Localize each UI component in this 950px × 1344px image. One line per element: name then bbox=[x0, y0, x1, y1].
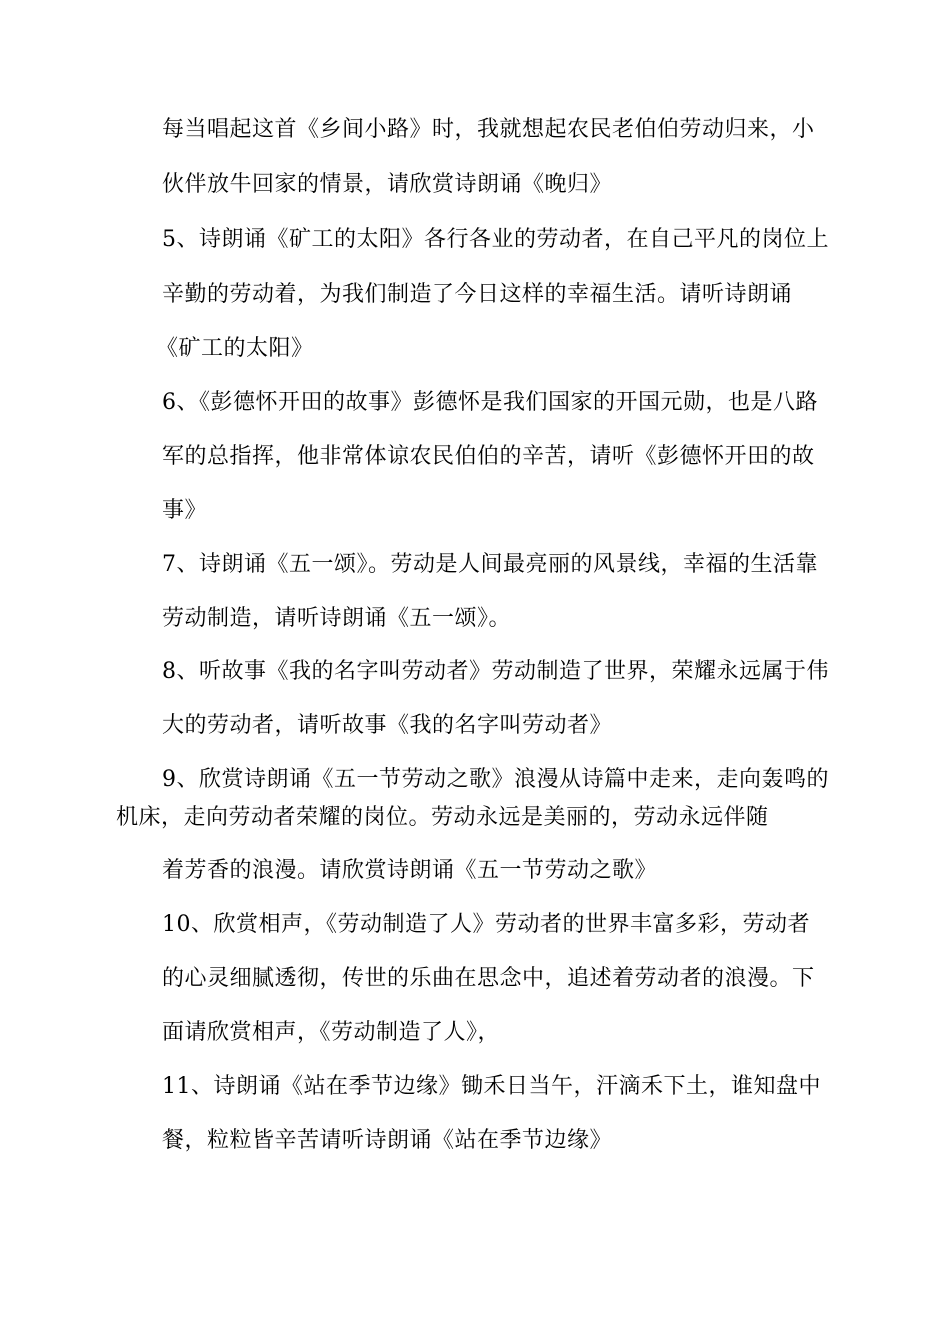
text-line-12: 大的劳动者，请听故事《我的名字叫劳动者》 bbox=[162, 713, 613, 738]
text-line-8: 事》 bbox=[162, 498, 208, 523]
text-line-2: 伙伴放牛回家的情景，请欣赏诗朗诵《晚归》 bbox=[162, 172, 613, 197]
text-line-20: 餐，粒粒皆辛苦请听诗朗诵《站在季节边缘》 bbox=[162, 1128, 613, 1153]
text-line-3: 5、诗朗诵《矿工的太阳》各行各业的劳动者，在自己平凡的岗位上 bbox=[162, 227, 829, 252]
text-line-16: 10、欣赏相声，《劳动制造了人》劳动者的世界丰富多彩，劳动者 bbox=[162, 912, 810, 937]
text-line-18: 面请欣赏相声，《劳动制造了人》， bbox=[162, 1020, 501, 1045]
text-line-15: 着芳香的浪漫。请欣赏诗朗诵《五一节劳动之歌》 bbox=[162, 858, 658, 883]
text-line-9: 7、诗朗诵《五一颂》。劳动是人间最亮丽的风景线，幸福的生活靠 bbox=[162, 552, 818, 577]
text-line-11: 8、听故事《我的名字叫劳动者》劳动制造了世界，荣耀永远属于伟 bbox=[162, 659, 829, 684]
text-line-17: 的心灵细腻透彻，传世的乐曲在思念中，追述着劳动者的浪漫。下 bbox=[162, 966, 815, 991]
text-line-4: 辛勤的劳动着，为我们制造了今日这样的幸福生活。请听诗朗诵 bbox=[162, 282, 793, 307]
text-line-5: 《矿工的太阳》 bbox=[156, 336, 314, 361]
text-line-19: 11、诗朗诵《站在季节边缘》锄禾日当午，汗滴禾下土，谁知盘中 bbox=[162, 1074, 821, 1099]
text-line-10: 劳动制造，请听诗朗诵《五一颂》。 bbox=[162, 606, 512, 631]
text-line-13: 9、欣赏诗朗诵《五一节劳动之歌》浪漫从诗篇中走来，走向轰鸣的 bbox=[162, 767, 829, 792]
text-line-6: 6、《彭德怀开田的故事》彭德怀是我们国家的开国元勋，也是八路 bbox=[162, 390, 818, 415]
text-line-14: 机床，走向劳动者荣耀的岗位。劳动永远是美丽的，劳动永远伴随 bbox=[116, 805, 769, 830]
text-line-7: 军的总指挥，他非常体谅农民伯伯的辛苦，请听《彭德怀开田的故 bbox=[162, 444, 815, 469]
text-line-1: 每当唱起这首《乡间小路》时，我就想起农民老伯伯劳动归来，小 bbox=[162, 117, 815, 142]
